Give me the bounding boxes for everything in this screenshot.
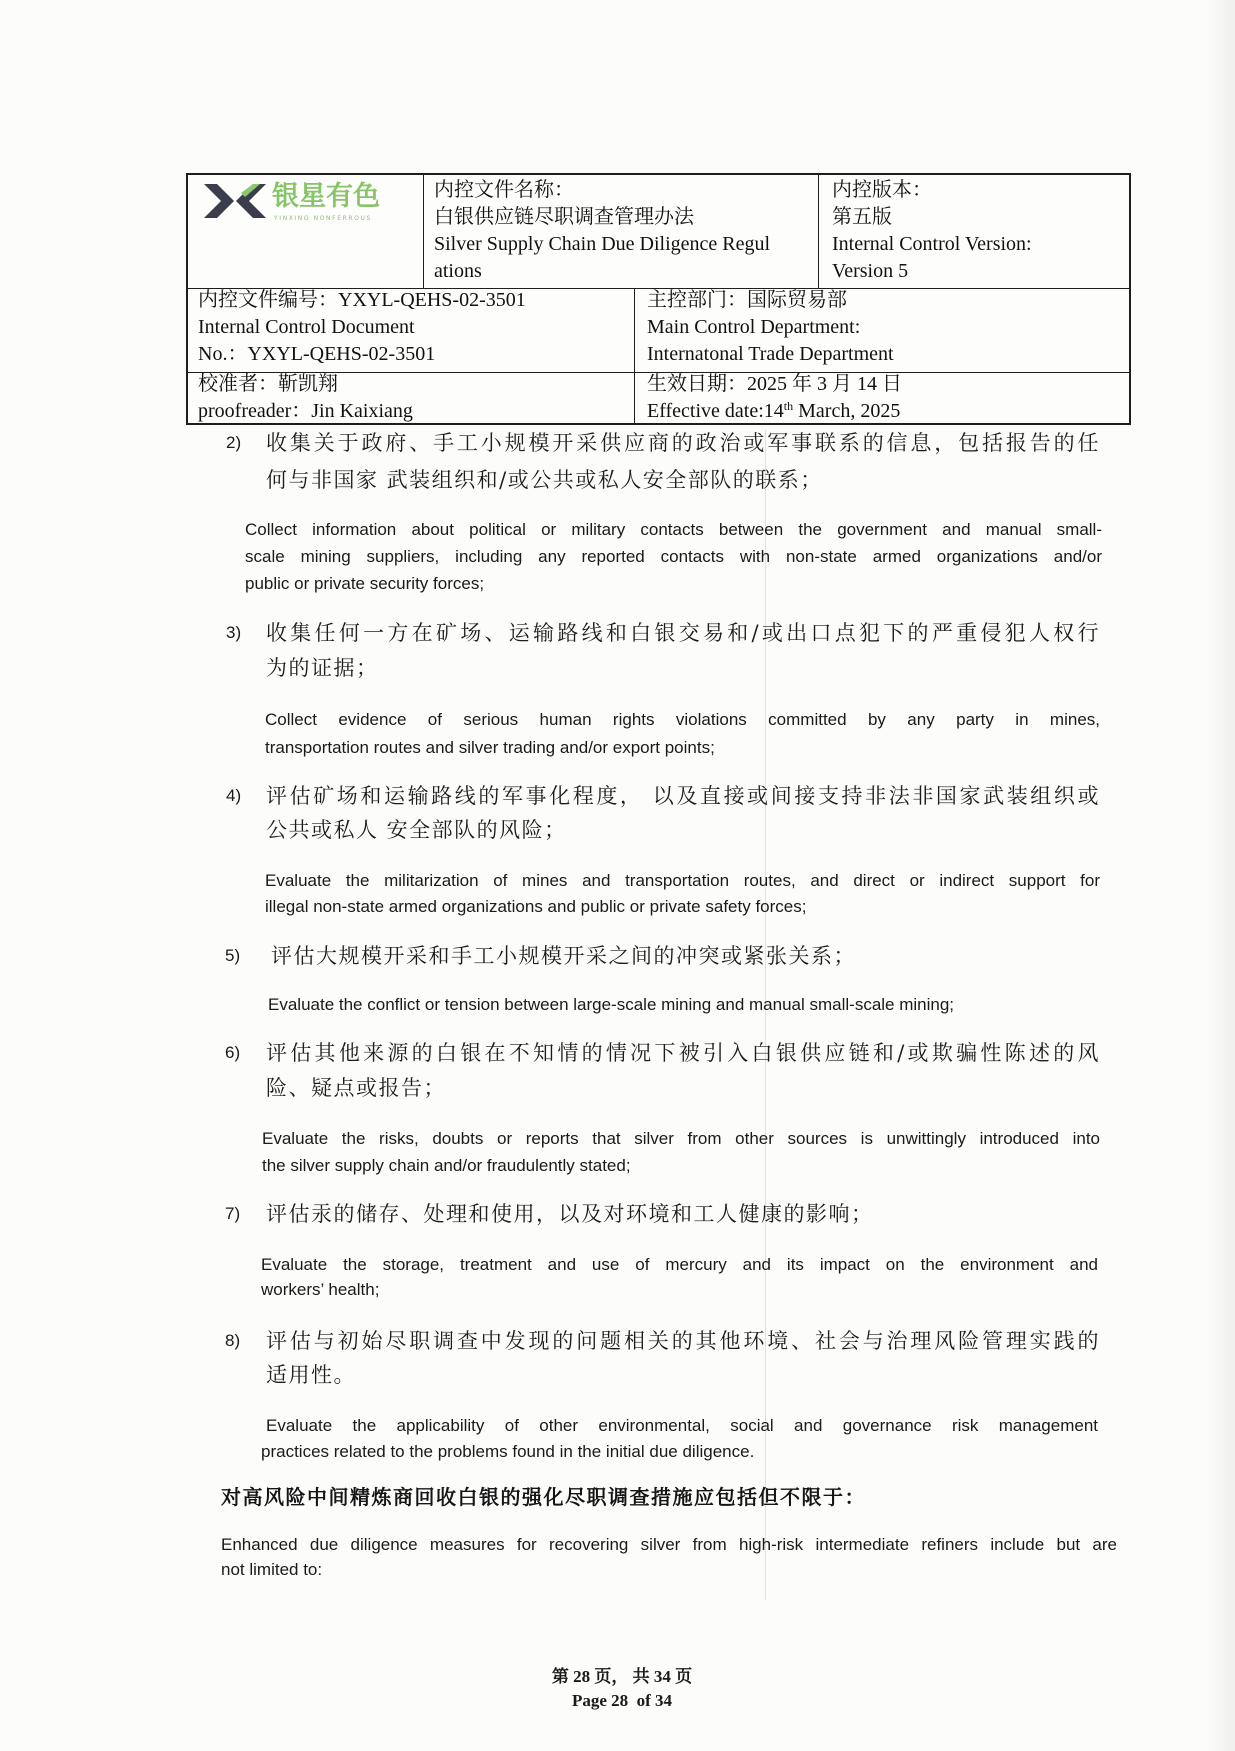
department-en-line: Internatonal Trade Department bbox=[647, 343, 894, 365]
scan-edge-shadow bbox=[1205, 0, 1235, 1751]
list-item-cn-line: 险、疑点或报告； bbox=[266, 1076, 446, 1100]
header-table bbox=[186, 173, 1131, 425]
page-number-cn: 第 28 页， 共 34 页 bbox=[551, 1667, 693, 1686]
version-en: Version 5 bbox=[832, 260, 909, 282]
effective-date-en bbox=[647, 398, 902, 425]
list-item-cn-line: 收集关于政府、手工小规模开采供应商的政治或军事联系的信息，包括报告的任 bbox=[266, 431, 1100, 455]
list-item-cn-line: 何与非国家 武装组织和/或公共或私人安全部队的联系； bbox=[266, 468, 823, 492]
logo-name: 银星有色 bbox=[272, 181, 380, 212]
proofreader-cell bbox=[198, 371, 413, 425]
logo-tagline: YINXING NONFERROUS bbox=[274, 215, 372, 222]
closing-en-line: not limited to: bbox=[221, 1560, 323, 1579]
list-item-en-line: Evaluate the applicability of other environmental, social and governance risk management bbox=[266, 1416, 1098, 1435]
list-item-number: 7) bbox=[225, 1204, 241, 1223]
list-item-cn-line: 为的证据； bbox=[266, 656, 379, 680]
list-item-en-line: the silver supply chain and/or fraudulently stated; bbox=[262, 1156, 631, 1175]
closing-en-line: Enhanced due diligence measures for recovering silver from high-risk intermediate refiners include but are bbox=[221, 1535, 1117, 1554]
table-column-divider bbox=[423, 175, 424, 288]
list-item-en-line: Evaluate the militarization of mines and transportation routes, and direct or indirect support for bbox=[265, 871, 1100, 890]
proofreader-cn: 校准者：靳凯翔 bbox=[198, 373, 338, 395]
department-cn: 主控部门：国际贸易部 bbox=[647, 289, 847, 311]
list-item-cn-line: 评估其他来源的白银在不知情的情况下被引入白银供应链和/或欺骗性陈述的风 bbox=[266, 1041, 1100, 1065]
document-name-en-line: Silver Supply Chain Due Diligence Regul bbox=[434, 233, 771, 255]
effective-date-cn: 生效日期：2025 年 3 月 14 日 bbox=[647, 373, 902, 395]
list-item-en-line: illegal non-state armed organizations and public or private safety forces; bbox=[265, 897, 807, 916]
list-item-en-line: scale mining suppliers, including any reported contacts with non-state armed organizations and/or bbox=[245, 547, 1102, 566]
list-item-cn-line: 评估汞的储存、处理和使用，以及对环境和工人健康的影响； bbox=[266, 1202, 874, 1226]
document-name-cn: 白银供应链尽职调查管理办法 bbox=[434, 206, 694, 228]
list-item-cn-line: 适用性。 bbox=[266, 1363, 356, 1387]
document-name-en-line: ations bbox=[434, 260, 482, 282]
company-logo bbox=[188, 175, 423, 288]
list-item-en-line: public or private security forces; bbox=[245, 574, 485, 593]
list-item-number: 3) bbox=[226, 623, 242, 642]
list-item-number: 5) bbox=[225, 946, 241, 965]
document-number-cell bbox=[198, 287, 526, 368]
document-name-label: 内控文件名称： bbox=[434, 179, 574, 201]
document-number-cn: 内控文件编号：YXYL-QEHS-02-3501 bbox=[198, 289, 526, 311]
effective-date-en-before: Effective date:14 bbox=[647, 400, 784, 422]
effective-date-en-suffix: th bbox=[783, 399, 794, 413]
logo-mark-left-chevron bbox=[204, 184, 234, 218]
document-number-en-line: No.：YXYL-QEHS-02-3501 bbox=[198, 343, 436, 365]
list-item-en-line: Evaluate the risks, doubts or reports that silver from other sources is unwittingly introduced into bbox=[262, 1129, 1100, 1148]
list-item-cn-line: 评估矿场和运输路线的军事化程度， 以及直接或间接支持非法非国家武装组织或 bbox=[266, 784, 1100, 808]
list-item-en-line: transportation routes and silver trading and/or export points; bbox=[265, 738, 715, 757]
list-item-en-line: Evaluate the storage, treatment and use of mercury and its impact on the environment and bbox=[261, 1255, 1098, 1274]
department-cell bbox=[647, 287, 894, 368]
proofreader-en: proofreader：Jin Kaixiang bbox=[198, 400, 413, 422]
list-item-number: 2) bbox=[226, 433, 242, 452]
document-number-en-line: Internal Control Document bbox=[198, 316, 415, 338]
list-item-number: 6) bbox=[225, 1043, 241, 1062]
page-number-en: Page 28 of 34 bbox=[571, 1691, 673, 1710]
list-item-en-line: practices related to the problems found in the initial due diligence. bbox=[261, 1442, 755, 1461]
version-cell bbox=[832, 177, 1032, 285]
effective-date-cell bbox=[647, 371, 902, 425]
table-column-divider bbox=[634, 288, 635, 425]
section-heading: 对高风险中间精炼商回收白银的强化尽职调查措施应包括但不限于： bbox=[221, 1485, 866, 1509]
list-item-number: 8) bbox=[225, 1331, 241, 1350]
version-en-label: Internal Control Version: bbox=[832, 233, 1032, 255]
list-item-en-line: Collect information about political or military contacts between the government and manual small- bbox=[245, 520, 1102, 539]
list-item-en-line: Evaluate the conflict or tension between large-scale mining and manual small-scale mining; bbox=[268, 995, 955, 1014]
document-name-cell bbox=[434, 177, 770, 285]
version-label: 内控版本： bbox=[832, 179, 932, 201]
list-item-cn-line: 公共或私人 安全部队的风险； bbox=[266, 818, 567, 842]
list-item-cn-line: 评估与初始尽职调查中发现的问题相关的其他环境、社会与治理风险管理实践的 bbox=[266, 1329, 1100, 1353]
table-column-divider bbox=[818, 175, 819, 288]
list-item-number: 4) bbox=[226, 786, 242, 805]
list-item-en-line: Collect evidence of serious human rights violations committed by any party in mines, bbox=[265, 710, 1100, 729]
effective-date-en-after: March, 2025 bbox=[793, 400, 901, 422]
list-item-cn-line: 评估大规模开采和手工小规模开采之间的冲突或紧张关系； bbox=[271, 944, 856, 968]
list-item-en-line: workers’ health; bbox=[261, 1280, 380, 1299]
list-item-cn-line: 收集任何一方在矿场、运输路线和白银交易和/或出口点犯下的严重侵犯人权行 bbox=[266, 621, 1100, 645]
department-en-line: Main Control Department: bbox=[647, 316, 861, 338]
version-cn: 第五版 bbox=[832, 206, 892, 228]
logo-mark-icon bbox=[204, 184, 266, 218]
